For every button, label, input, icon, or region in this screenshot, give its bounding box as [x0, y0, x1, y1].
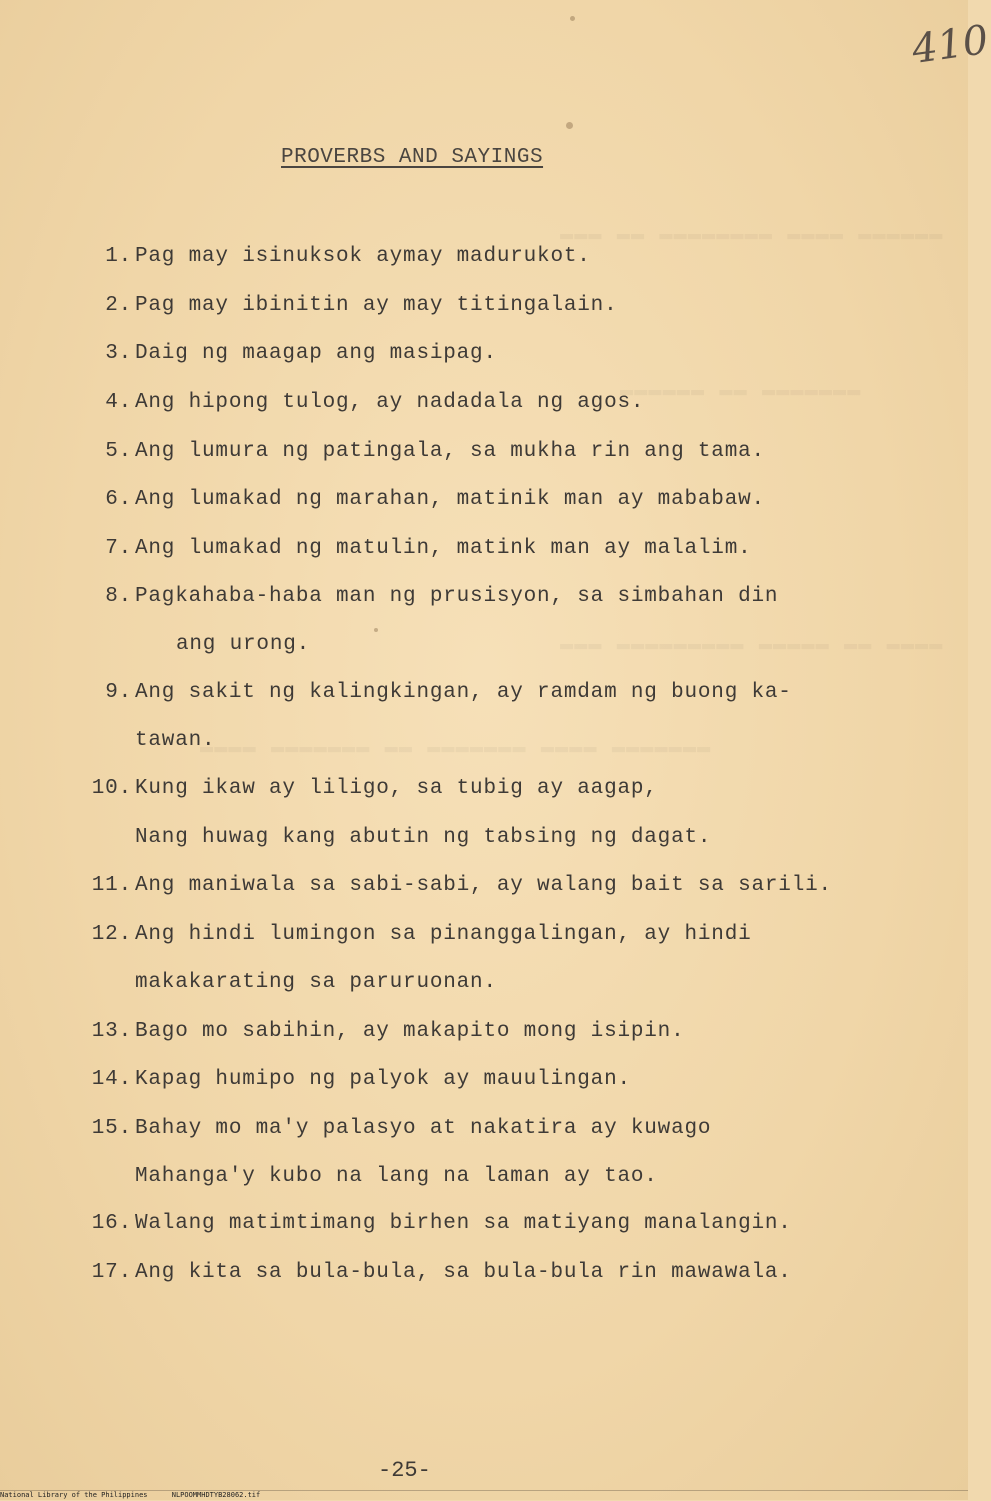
item-number: 6.	[105, 488, 132, 511]
list-item	[70, 245, 910, 268]
list-item	[70, 1117, 910, 1140]
list-item	[70, 342, 910, 365]
list-item	[70, 777, 910, 800]
item-continuation: Nang huwag kang abutin ng tabsing ng dagat.	[135, 826, 712, 849]
list-item	[70, 1068, 910, 1091]
item-number: 9.	[105, 681, 132, 704]
item-number: 17.	[91, 1261, 132, 1284]
list-item	[70, 1261, 910, 1284]
item-text: Ang lumakad ng marahan, matinik man ay mababaw.	[135, 488, 765, 511]
list-item	[70, 681, 910, 704]
list-item	[70, 440, 910, 463]
list-item	[70, 294, 910, 317]
list-item	[70, 874, 910, 897]
item-text: Daig ng maagap ang masipag.	[135, 342, 497, 365]
footer-library: National Library of the Philippines	[0, 1491, 148, 1499]
item-text: Pagkahaba-haba man ng prusisyon, sa simbahan din	[135, 585, 779, 608]
item-text: Kung ikaw ay liligo, sa tubig ay aagap,	[135, 777, 658, 800]
item-continuation: ang urong.	[176, 633, 311, 656]
bleed-through-text: ▬▬▬ ▬▬ ▬▬▬▬▬▬▬▬ ▬▬▬▬ ▬▬▬▬▬▬	[560, 222, 944, 247]
item-text: Ang hipong tulog, ay nadadala ng agos.	[135, 391, 645, 414]
item-text: Ang lumura ng patingala, sa mukha rin ang tama.	[135, 440, 765, 463]
list-item	[70, 923, 910, 946]
item-text: Pag may isinuksok aymay madurukot.	[135, 245, 591, 268]
list-item	[70, 1020, 910, 1043]
item-text: Pag may ibinitin ay may titingalain.	[135, 294, 618, 317]
item-text: Ang sakit ng kalingkingan, ay ramdam ng buong ka-	[135, 681, 792, 704]
item-number: 5.	[105, 440, 132, 463]
item-number: 13.	[91, 1020, 132, 1043]
item-number: 3.	[105, 342, 132, 365]
list-item	[70, 488, 910, 511]
item-number: 7.	[105, 537, 132, 560]
list-item	[70, 1212, 910, 1235]
item-continuation: Mahanga'y kubo na lang na laman ay tao.	[135, 1165, 658, 1188]
bleed-through-text: ▬▬▬▬▬▬ ▬▬ ▬▬▬▬▬▬▬	[620, 378, 862, 403]
paper-speck	[374, 628, 378, 632]
item-number: 14.	[91, 1068, 132, 1091]
item-text: Kapag humipo ng palyok ay mauulingan.	[135, 1068, 631, 1091]
item-text: Ang lumakad ng matulin, matink man ay malalim.	[135, 537, 752, 560]
list-item	[70, 537, 910, 560]
item-number: 16.	[91, 1212, 132, 1235]
footer-filename: NLPOOMMHDTYB28062.tif	[171, 1491, 261, 1499]
item-number: 4.	[105, 391, 132, 414]
item-number: 15.	[91, 1117, 132, 1140]
item-number: 8.	[105, 585, 132, 608]
bleed-through-text: ▬▬▬▬ ▬▬▬▬▬▬▬ ▬▬ ▬▬▬▬▬▬▬ ▬▬▬▬ ▬▬▬▬▬▬▬	[200, 735, 712, 760]
list-item	[70, 391, 910, 414]
item-text: Ang hindi lumingon sa pinanggalingan, ay hindi	[135, 923, 752, 946]
item-number: 10.	[91, 777, 132, 800]
paper-speck	[566, 122, 573, 129]
scan-footer	[0, 1490, 968, 1501]
page-title: PROVERBS AND SAYINGS	[281, 146, 544, 169]
folio-number: 410	[909, 16, 991, 74]
item-text: Ang maniwala sa sabi-sabi, ay walang bait sa sarili.	[135, 874, 832, 897]
item-text: Bago mo sabihin, ay makapito mong isipin.	[135, 1020, 685, 1043]
item-number: 1.	[105, 245, 132, 268]
item-text: Walang matimtimang birhen sa matiyang manalangin.	[135, 1212, 792, 1235]
list-item	[70, 585, 910, 608]
item-text: Ang kita sa bula-bula, sa bula-bula rin mawawala.	[135, 1261, 792, 1284]
paper-speck	[570, 16, 575, 21]
item-continuation: tawan.	[135, 729, 216, 752]
bleed-through-text: ▬▬▬ ▬▬▬▬▬▬▬▬▬ ▬▬▬▬▬ ▬▬ ▬▬▬▬	[560, 632, 944, 657]
item-text: Bahay mo ma'y palasyo at nakatira ay kuwago	[135, 1117, 712, 1140]
page-number: -25-	[378, 1458, 431, 1483]
item-continuation: makakarating sa paruruonan.	[135, 971, 497, 994]
item-number: 11.	[91, 874, 132, 897]
item-number: 2.	[105, 294, 132, 317]
item-number: 12.	[91, 923, 132, 946]
